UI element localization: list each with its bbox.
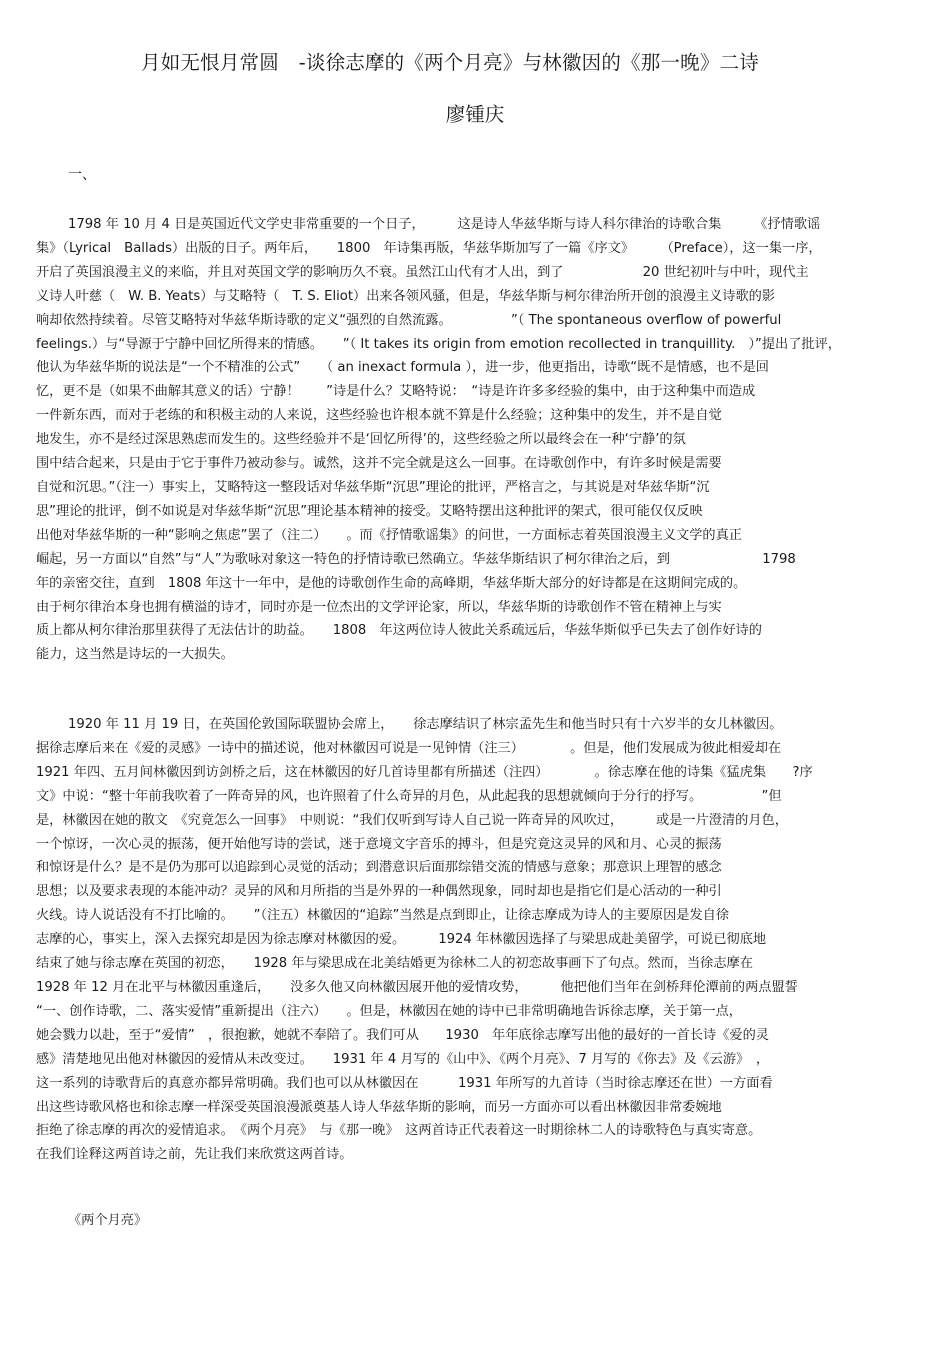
poem-title: 《两个月亮》	[68, 1213, 148, 1228]
paragraph-line: 1920 年 11 月 19 日，在英国伦敦国际联盟协会席上， 徐志摩结识了林宗孟先生和他当时只有十六岁半的女儿林徽因。	[68, 717, 783, 732]
paragraph-line: 开启了英国浪漫主义的来临，并且对英国文学的影响历久不衰。虽然江山代有才人出，到了 20 世纪初叶与中叶，现代主	[36, 264, 809, 280]
paragraph-line: 拒绝了徐志摩的再次的爱情追求。 《两个月亮》 与《那一晚》 这两首诗正代表着这一时期徐林二人的诗歌特色与真实寄意。	[36, 1123, 762, 1139]
paragraph-line: 1921 年四、五月间林徽因到访剑桥之后，这在林徽因的好几首诗里都有所描述（注四） 。徐志摩在他的诗集《猛虎集 ?序	[36, 764, 813, 780]
paragraph-line: 文》中说：“整十年前我吹着了一阵奇异的风，也许照着了什么奇异的月色，从此起我的思想就倾向于分行的抒写。 ”但	[36, 788, 782, 804]
paragraph-line: 思想；以及要求表现的本能冲动？灵异的风和月所指的当是外界的一种偶然现象，同时却也是指它们是心活动的一种引	[36, 884, 722, 900]
paragraph-line: 能力，这当然是诗坛的一大损失。	[36, 647, 234, 663]
paragraph-line: 结束了她与徐志摩在英国的初恋， 1928 年与梁思成在北美结婚更为徐林二人的初恋故事画下了句点。然而，当徐志摩在	[36, 956, 753, 972]
paragraph-line: 据徐志摩后来在《爱的灵感》一诗中的描述说，他对林徽因可说是一见钟情（注三） 。但是，他们发展成为彼此相爱却在	[36, 740, 782, 756]
paragraph-line: 志摩的心，事实上，深入去探究却是因为徐志摩对林徽因的爱。 1924 年林徽因选择了与梁思成赴美留学，可说已彻底地	[36, 932, 767, 948]
paragraph-line: 年的亲密交往，直到 1808 年这十一年中，是他的诗歌创作生命的高峰期，华兹华斯大部分的好诗都是在这期间完成的。	[36, 575, 747, 591]
paragraph-line: 忆，更不是（如果不曲解其意义的话）宁静！ ”诗是什么？艾略特说： “诗是许许多多经验的集中，由于这种集中而造成	[36, 384, 756, 400]
paragraph-line: 出他对华兹华斯的一种“影响之焦虑”罢了（注二） 。而《抒情歌谣集》的问世，一方面标志着英国浪漫主义文学的真正	[36, 527, 742, 543]
paragraph-line: 是，林徽因在她的散文 《究竟怎么一回事》 中则说：“我们仅听到写诗人自己说一阵奇异的风吹过， 或是一片澄清的月色，	[36, 812, 788, 828]
paragraph-line: 在我们诠释这两首诗之前，先让我们来欣赏这两首诗。	[36, 1147, 353, 1163]
paragraph-line: “一、创作诗歌，二、落实爱情”重新提出（注六） 。但是，林徽因在她的诗中已非常明确地告诉徐志摩，关于第一点，	[36, 1003, 742, 1019]
paragraph-line: 感》清楚地见出他对林徽因的爱情从未改变过。 1931 年 4 月写的《山中》、《两个月亮》、7 月写的《你去》及《云游》 ，	[36, 1051, 770, 1067]
paragraph-2	[36, 713, 914, 1167]
paragraph-line: 他认为华兹华斯的说法是“一个不精准的公式” （ an inexact formula ），进一步，他更指出，诗歌“既不是情感，也不是回	[36, 360, 769, 376]
paragraph-line: 1798 年 10 月 4 日是英国近代文学史非常重要的一个日子， 这是诗人华兹华斯与诗人科尔律治的诗歌合集 《抒情歌谣	[68, 217, 821, 232]
paragraph-line: 思”理论的批评，倒不如说是对华兹华斯“沉思”理论基本精神的接受。艾略特摆出这种批评的架式，很可能仅仅反映	[36, 503, 703, 519]
paragraph-line: 一个惊讶，一次心灵的振荡，便开始他写诗的尝试，迷于意境文字音乐的搏斗，但是究竟这灵异的风和月、心灵的振荡	[36, 836, 722, 852]
paragraph-line: 和惊讶是什么？是不是仍为那可以追踪到心灵觉的活动；到潜意识后面那综错交流的情感与意象；那意识上理智的感念	[36, 860, 722, 876]
paragraph-line: 地发生，亦不是经过深思熟虑而发生的。这些经验并不是‘回忆所得’的，这些经验之所以最终会在一种‘宁静’的氛	[36, 432, 686, 448]
paragraph-line: 她会戮力以赴，至于“爱情” ，很抱歉，她就不奉陪了。我们可从 1930 年年底徐志摩写出他的最好的一首长诗《爱的灵	[36, 1027, 769, 1043]
paragraph-line: 围中结合起来，只是由于它于事件乃被动参与。诚然，这并不完全就是这么一回事。在诗歌创作中，有许多时候是需要	[36, 456, 722, 472]
article-title: 月如无恨月常圆 -谈徐志摩的《两个月亮》与林徽因的《那一晚》二诗	[141, 51, 759, 74]
paragraph-line: feelings.）与“导源于宁静中回忆所得来的情感。 ”（ It takes its origin from emotion recollected in tranquillity. ）”提出了批评，	[36, 336, 841, 352]
paragraph-line: 崛起，另一方面以“自然”与“人”为歌咏对象这一特色的抒情诗歌已然确立。华兹华斯结识了柯尔律治之后，到 1798	[36, 551, 796, 567]
paragraph-line: 这一系列的诗歌背后的真意亦都异常明确。我们也可以从林徽因在 1931 年所写的九首诗（当时徐志摩还在世）一方面看	[36, 1075, 773, 1091]
paragraph-1	[36, 213, 914, 667]
paragraph-line: 自觉和沉思。”（注一）事实上，艾略特这一整段话对华兹华斯“沉思”理论的批评，严格言之，与其说是对华兹华斯“沉	[36, 479, 710, 495]
paragraph-line: 义诗人叶慈（ W. B. Yeats）与艾略特（ T. S. Eliot）出来各领风骚，但是，华兹华斯与柯尔律治所开创的浪漫主义诗歌的影	[36, 288, 776, 304]
paragraph-line: 火线。诗人说话没有不打比喻的。 ”（注五）林徽因的“追踪”当然是点到即止，让徐志摩成为诗人的主要原因是发自徐	[36, 908, 730, 924]
article-author: 廖锺庆	[445, 103, 505, 126]
paragraph-line: 由于柯尔律治本身也拥有横溢的诗才，同时亦是一位杰出的文学评论家，所以，华兹华斯的诗歌创作不管在精神上与实	[36, 599, 722, 615]
paragraph-line: 集》（Lyrical Ballads）出版的日子。两年后， 1800 年诗集再版，华兹华斯加写了一篇《序文》 （Preface），这一集一序，	[36, 240, 822, 256]
paragraph-line: 1928 年 12 月在北平与林徽因重逢后， 没多久他又向林徽因展开他的爱情攻势， 他把他们当年在剑桥拜伦潭前的两点盟誓	[36, 979, 798, 995]
paragraph-line: 质上都从柯尔律治那里获得了无法估计的助益。 1808 年这两位诗人彼此关系疏远后，华兹华斯似乎已失去了创作好诗的	[36, 623, 762, 639]
section-heading: 一、	[68, 167, 96, 183]
paragraph-line: 响却依然持续着。尽管艾略特对华兹华斯诗歌的定义“强烈的自然流露。 ”（ The spontaneous overflow of powerful	[36, 312, 782, 328]
paragraph-line: 出这些诗歌风格也和徐志摩一样深受英国浪漫派奠基人诗人华兹华斯的影响，而另一方面亦可以看出林徽因非常委婉地	[36, 1099, 722, 1115]
paragraph-line: 一件新东西，而对于老练的和积极主动的人来说，这些经验也许根本就不算是什么经验；这种集中的发生，并不是自觉	[36, 408, 722, 424]
